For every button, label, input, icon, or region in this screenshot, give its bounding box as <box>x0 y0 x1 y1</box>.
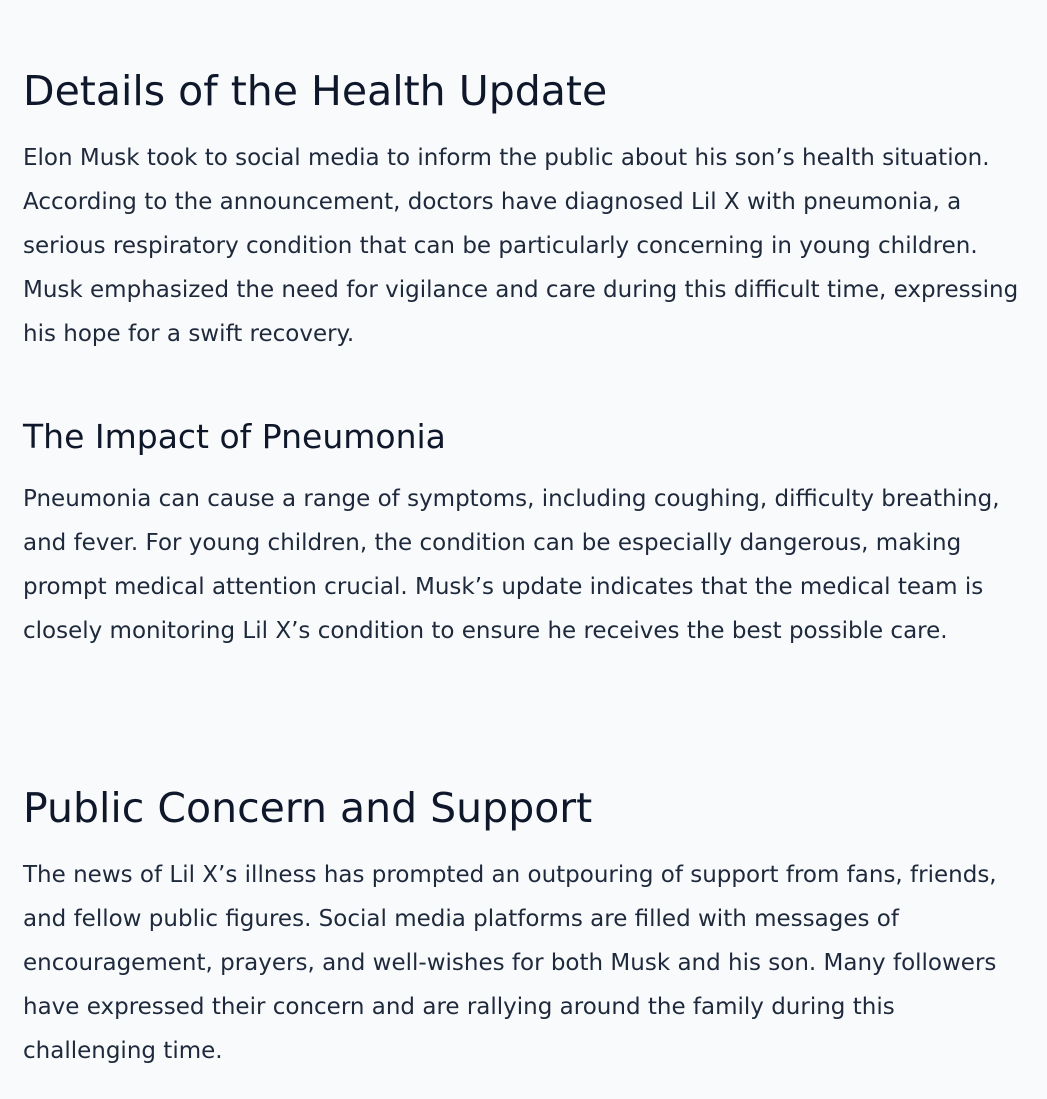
section-heading-public-support: Public Concern and Support <box>23 784 593 832</box>
section-paragraph-public-support: The news of Lil X’s illness has prompted an outpouring of support from fans, friends, and fellow public figures. Social media platforms are filled with messages of encouragement, prayers, and well-wishes for both Musk and his son. Many followers have expressed their concern and are rallying around the family during this challenging time. <box>23 862 997 1064</box>
section-paragraph-health-update: Elon Musk took to social media to inform the public about his son’s health situation. According to the announcement, doctors have diagnosed Lil X with pneumonia, a serious respiratory condition that can be particularly concerning in young children. Musk emphasized the need for vigilance and care during this difficult time, expressing his hope for a swift recovery. <box>23 145 1019 347</box>
section-heading-health-update: Details of the Health Update <box>23 67 608 115</box>
section-paragraph-pneumonia-impact: Pneumonia can cause a range of symptoms, including coughing, difficulty breathing, and fever. For young children, the condition can be especially dangerous, making prompt medical attention crucial. Musk’s update indicates that the medical team is closely monitoring Lil X’s condition to ensure he receives the best possible care. <box>23 486 1000 644</box>
section-heading-pneumonia-impact: The Impact of Pneumonia <box>23 417 446 456</box>
